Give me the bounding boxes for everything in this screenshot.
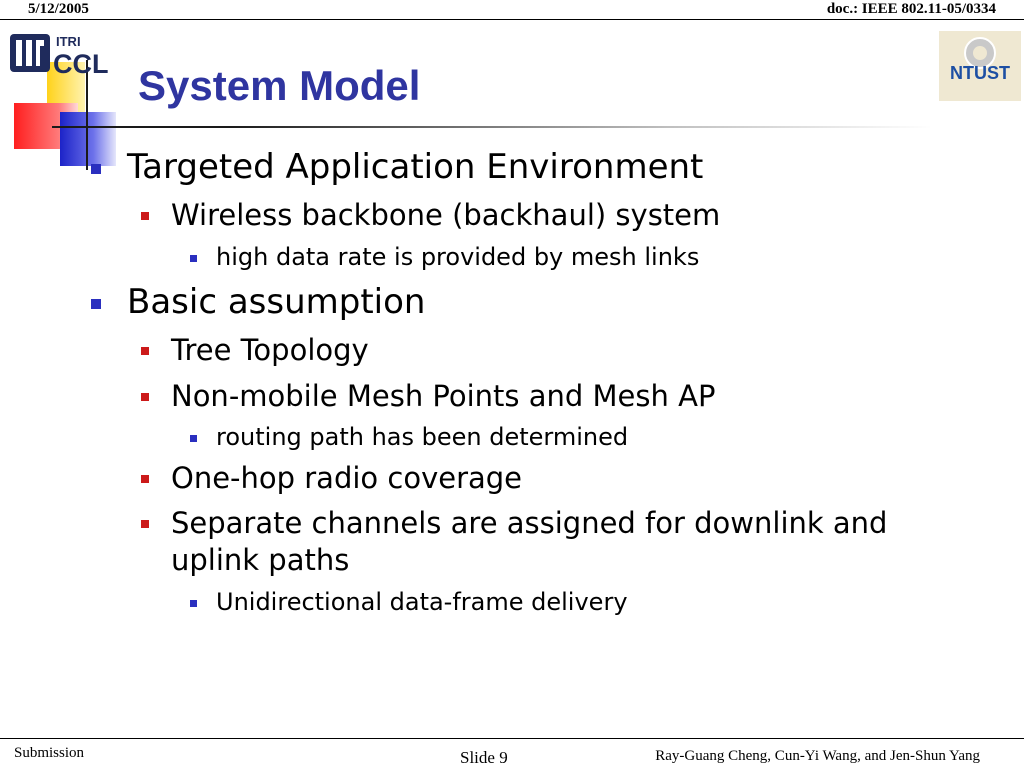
- bullet-text: uplink paths: [171, 543, 350, 577]
- bullet-square-icon: [141, 520, 149, 528]
- header-doc-id: doc.: IEEE 802.11-05/0334: [826, 1, 996, 17]
- bullet-text: Unidirectional data-frame delivery: [216, 588, 628, 616]
- bullet-continuation: [171, 543, 349, 577]
- bullet-square-icon: [141, 475, 149, 483]
- itri-ccl-logo: [9, 31, 127, 75]
- blue-square-decoration: [60, 112, 116, 166]
- bullet-text: Targeted Application Environment: [127, 147, 704, 187]
- bullet-square-icon: [91, 299, 101, 309]
- bullet-level1: [127, 147, 703, 187]
- bullet-square-icon: [141, 393, 149, 401]
- itri-logo-text: ITRI: [56, 34, 81, 49]
- bullet-square-icon: [190, 255, 197, 262]
- bullet-level2: [171, 198, 720, 232]
- slide-title: System Model: [138, 62, 421, 109]
- bullet-text: Wireless backbone (backhaul) system: [171, 198, 721, 232]
- bullet-level1: [127, 282, 425, 322]
- ntust-logo: [939, 31, 1021, 101]
- vertical-rule-decoration: [86, 60, 88, 170]
- bullet-text: Basic assumption: [127, 282, 426, 322]
- ntust-logo-text: NTUST: [950, 63, 1010, 83]
- bullet-level3: [216, 588, 628, 616]
- bullet-text: high data rate is provided by mesh links: [216, 243, 700, 271]
- bullet-level2: [171, 379, 715, 413]
- bullet-level2: [171, 333, 369, 367]
- bullet-level2: [171, 506, 887, 540]
- header-divider: [0, 19, 1024, 20]
- footer-submission: Submission: [14, 745, 85, 761]
- header-date: 5/12/2005: [28, 1, 89, 17]
- footer-divider: [0, 738, 1024, 739]
- bullet-text: Tree Topology: [171, 333, 369, 367]
- bullet-square-icon: [141, 212, 149, 220]
- bullet-level3: [216, 423, 628, 451]
- bullet-square-icon: [91, 164, 101, 174]
- bullet-square-icon: [190, 435, 197, 442]
- bullet-text: Separate channels are assigned for downlink and: [171, 506, 888, 540]
- bullet-level3: [216, 243, 699, 271]
- footer-authors: Ray-Guang Cheng, Cun-Yi Wang, and Jen-Shun Yang: [655, 748, 980, 764]
- bullet-level2: [171, 461, 522, 495]
- bullet-text: Non-mobile Mesh Points and Mesh AP: [171, 379, 716, 413]
- bullet-square-icon: [141, 347, 149, 355]
- bullet-text: routing path has been determined: [216, 423, 629, 451]
- bullet-square-icon: [190, 600, 197, 607]
- ccl-logo-text: CCL: [53, 49, 109, 75]
- bullet-text: One-hop radio coverage: [171, 461, 523, 495]
- footer-slide-number: Slide 9: [460, 748, 508, 767]
- title-underline: [52, 126, 932, 128]
